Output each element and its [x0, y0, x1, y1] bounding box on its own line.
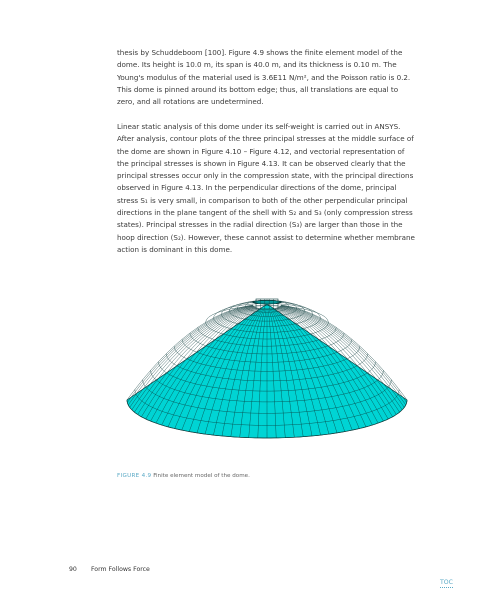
toc-link[interactable]: TOC: [440, 579, 453, 586]
figure-label: FIGURE 4.9: [117, 473, 152, 479]
book-title: Form Follows Force: [90, 566, 150, 573]
figure-caption-text: Finite element model of the dome.: [153, 473, 250, 479]
page-number: 90: [69, 566, 77, 573]
dome-mesh-image: [117, 292, 417, 464]
page-footer: [69, 566, 150, 573]
figure-caption: [117, 473, 250, 479]
body-paragraph-2: Linear static analysis of this dome under its self-weight is carried out in ANSYS. After analysis, contour plots of the three principal stresses at the middle surface of the dome are shown in Figure 4.10 – Figure 4.12, and vectorial representation of the principal stresses is shown in Figure 4.13. It can be observed clearly that the principal stresses occur only in the compression state, with the principal directions observed in Figure 4.13. In the perpendicular directions of the dome, principal stress S₁ is very small, in comparison to both of the other perpendicular principal directions in the plane tangent of the shell with S₂ and S₃ (only compression stress states). Principal stresses in the radial direction (S₃) are larger than those in the hoop direction (S₂). However, these cannot assist to determine whether membrane action is dominant in this dome.: [117, 122, 415, 254]
dome-figure: [117, 292, 417, 464]
body-paragraph-1: thesis by Schuddeboom [100]. Figure 4.9 shows the finite element model of the dome. Its height is 10.0 m, its span is 40.0 m, and its thickness is 0.10 m. The Young's modulus of the material used is 3.6E11 N/m², and the Poisson ratio is 0.2. This dome is pinned around its bottom edge; thus, all translations are equal to zero, and all rotations are undetermined.: [117, 48, 411, 107]
